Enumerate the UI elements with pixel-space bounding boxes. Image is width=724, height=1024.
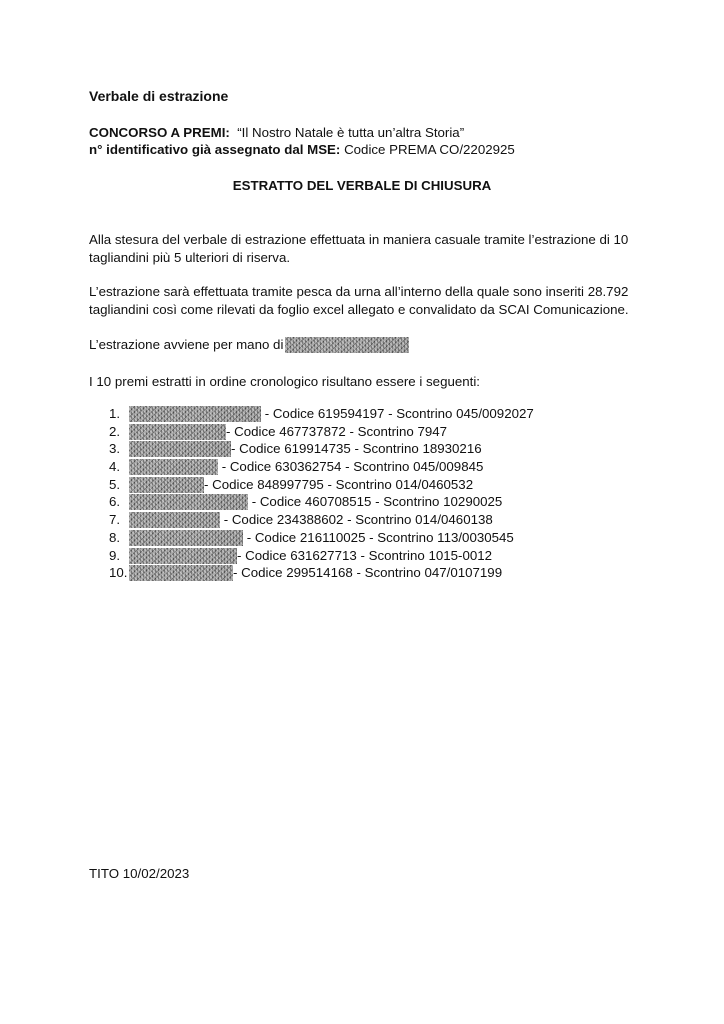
prize-details: - Codice 299514168 - Scontrino 047/0107199: [233, 565, 503, 581]
redacted-winner: [129, 530, 243, 546]
redacted-winner: [129, 424, 226, 440]
redacted-name: [285, 337, 409, 353]
paragraph-urn: L’estrazione sarà effettuata tramite pesca da urna all’interno della quale sono inseriti 28.792 tagliandini così come rilevati da foglio excel allegato e convalidato da SCAI Comunicazione.: [89, 284, 629, 317]
prize-details: - Codice 630362754 - Scontrino 045/009845: [218, 459, 484, 475]
prize-number: 7.: [109, 512, 121, 528]
contest-line: [89, 124, 464, 142]
footer-signature: TITO 10/02/2023: [89, 866, 190, 881]
paragraph-intro: Alla stesura del verbale di estrazione effettuata in maniera casuale tramite l’estrazione di 10 tagliandini più 5 ulteriori di riserva.: [89, 232, 629, 265]
list-item: [109, 493, 534, 511]
prize-details: - Codice 619594197 - Scontrino 045/0092027: [261, 406, 534, 421]
list-item: [109, 423, 534, 441]
redacted-winner: [129, 494, 248, 510]
contest-label: CONCORSO A PREMI:: [89, 125, 230, 140]
prize-details: - Codice 216110025 - Scontrino 113/0030545: [243, 529, 514, 545]
document-subtitle: [0, 177, 724, 195]
contest-value: “Il Nostro Natale è tutta un’altra Storia”: [237, 125, 465, 140]
paragraph-extractor: [89, 336, 649, 354]
list-item: [109, 476, 534, 494]
prize-details: - Codice 619914735 - Scontrino 18930216: [231, 441, 482, 457]
subtitle-text: ESTRATTO DEL VERBALE DI CHIUSURA: [232, 178, 492, 193]
redacted-winner: [129, 565, 233, 581]
prize-details: - Codice 848997795 - Scontrino 014/0460532: [204, 476, 474, 492]
identifier-value: Codice PREMA CO/2202925: [344, 142, 515, 157]
prize-details: - Codice 631627713 - Scontrino 1015-0012: [237, 547, 493, 563]
redacted-winner: [129, 548, 237, 564]
list-item: [109, 564, 534, 582]
prize-number: 6.: [109, 494, 121, 510]
prize-number: 1.: [109, 406, 121, 421]
prize-details: - Codice 467737872 - Scontrino 7947: [226, 423, 448, 439]
identifier-line: [89, 141, 515, 159]
redacted-winner: [129, 406, 261, 422]
extractor-text: L’estrazione avviene per mano di: [89, 337, 284, 352]
prize-list: [109, 405, 534, 582]
redacted-winner: [129, 459, 218, 475]
prize-number: 3.: [109, 441, 121, 457]
paragraph-prizes-intro: I 10 premi estratti in ordine cronologico risultano essere i seguenti:: [89, 374, 480, 389]
prize-details: - Codice 234388602 - Scontrino 014/0460138: [220, 512, 493, 528]
identifier-label: n° identificativo già assegnato dal MSE:: [89, 142, 341, 157]
prize-details: - Codice 460708515 - Scontrino 10290025: [248, 494, 503, 510]
list-item: [109, 547, 534, 565]
list-item: [109, 440, 534, 458]
prize-number: 5.: [109, 476, 121, 492]
document-title: Verbale di estrazione: [89, 88, 229, 104]
list-item: [109, 511, 534, 529]
prize-number: 9.: [109, 547, 121, 563]
prize-number: 8.: [109, 529, 121, 545]
list-item: [109, 458, 534, 476]
prize-number: 4.: [109, 459, 121, 475]
prize-number: 10.: [109, 565, 128, 581]
redacted-winner: [129, 512, 220, 528]
list-item: [109, 529, 534, 547]
list-item: [109, 405, 534, 423]
redacted-winner: [129, 477, 204, 493]
prize-number: 2.: [109, 423, 121, 439]
redacted-winner: [129, 441, 231, 457]
